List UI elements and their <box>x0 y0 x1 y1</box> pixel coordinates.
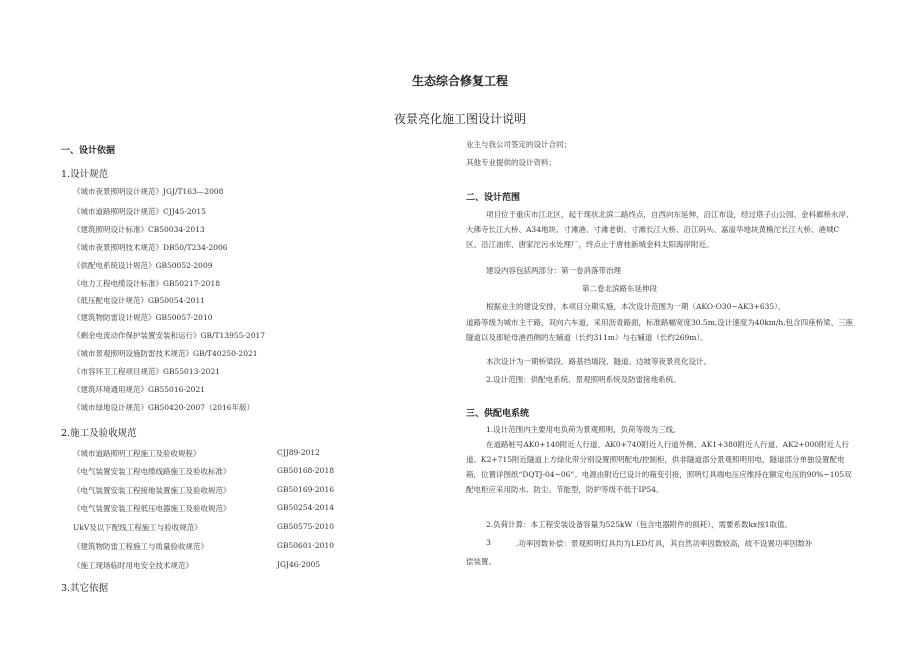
subheading-acceptance-standards: 2.施工及验收规范 <box>61 428 137 439</box>
acceptance-code: JGJ46-2005 <box>277 560 321 569</box>
acceptance-name: 《施工现场临时用电安全技术规范》 <box>73 561 193 570</box>
paragraph-number: 3 <box>486 538 491 547</box>
standard-item: 《剩余电流动作保护装置安装和运行》GB/T13955-2017 <box>73 331 266 340</box>
section-heading-design-scope: 二、设计范围 <box>466 193 521 203</box>
document-subtitle: 夜景亮化施工图设计说明 <box>393 112 526 126</box>
standard-item: 《建筑照明设计标准》CB50034-2013 <box>73 225 205 234</box>
acceptance-name: 《电气装置安装工程接地装置施工及验收规范》 <box>73 486 231 495</box>
acceptance-name: 《建筑物防雷工程施工与质量验收规范》 <box>73 542 208 551</box>
standard-item: 《建筑环境通用规范》GB55016-2021 <box>73 385 205 394</box>
acceptance-code: CJJ89-2012 <box>277 448 320 457</box>
document-title: 生态综合修复工程 <box>411 74 508 88</box>
paragraph-project-location: 项目位于重庆市江北区，起于现状北滨二路终点，自西向东延伸，沿江布设，经过塔子山公园、金科廊桥水岸、大佛寺长江大桥、A34地块、寸滩港、寸滩老街、寸滩长江大桥、沿江码头、嘉溢华地块黄桷沱长江大桥、港城C区、沿江油库、唐家沱污水处理厂，终点止于唐桂新城金科太阳海岸附近。 <box>466 210 854 249</box>
subheading-design-standards: 1.设计规范 <box>61 169 109 180</box>
standard-item: 《城市夜景照明技术规范》DB50/T234-2006 <box>73 243 228 252</box>
standard-item: 《建筑物防雷设计规范》GB50057-2010 <box>73 313 213 322</box>
paragraph-phase-scope: 根据业主的建设安排，本项目分期实施，本次设计范围为一期（AKO-O30~AK3+635）， <box>486 302 786 311</box>
section-heading-design-basis: 一、设计依据 <box>61 146 116 156</box>
acceptance-name: 《城市道路照明工程施工及验收规程》 <box>73 449 201 458</box>
paragraph-road-grade: 道路等级为城市主干路，双向六车道，采用沥青路面，标准路幅宽度30.5m,设计速度为40km/h,包含四座桥梁、三座隧道以及郎轮母港西侧的左辅道（长约311m）与右辅道（长约269m）。 <box>466 318 854 342</box>
standard-item: 《城市绿地设计规范》GB50420-2007（2016年版） <box>73 403 255 412</box>
standard-item: 《供配电系统设计规范》GB50052-2009 <box>73 261 213 270</box>
standard-item: 《电力工程电缆设计标准》GB50217-2018 <box>73 279 220 288</box>
acceptance-name: 《电气装置安装工程低压电器施工及验收规范》 <box>73 504 231 513</box>
acceptance-name: 《电气装置安装工程电缆线路施工及验收标准》 <box>73 467 231 476</box>
paragraph-design-object: 本次设计为一期桥梁段、路基挡墙段、隧道、边坡等夜景亮化设计。 <box>486 357 711 366</box>
paragraph-load-calculation: 2.负荷计算：本工程安装设备容量为525kW（包含电器附件的损耗），需要系数kx按1取值。 <box>486 520 793 529</box>
standard-item: 《城市夜景照明设计规范》JGJ/T163—2008 <box>73 187 224 196</box>
paragraph-construction-content: 建设内容包括两部分：第一卷消落带治理 <box>486 266 621 275</box>
acceptance-code: GB50169-2016 <box>277 485 334 494</box>
acceptance-code: GB50168-2018 <box>277 466 334 475</box>
acceptance-name: UkV及以下配线工程施工与验收规范》 <box>73 523 202 532</box>
section-heading-power-supply: 三、供配电系统 <box>466 409 530 419</box>
acceptance-code: GB50601-2010 <box>277 541 334 550</box>
acceptance-code: GB50575-2010 <box>277 522 334 531</box>
paragraph-distribution-cabinets: 在道路桩号AK0+140附近人行道、AK0+740附近人行道外侧、AK1+380附近人行道、AK2+000附近人行道、K2+715附近隧道上方绿化带分别设置照明配电/控制柜，供非隧道部分景观照明用电，隧道部分单独设置配电箱，位置详图纸“DQTJ-04~06”。电源由附近已设计的箱变引接，照明灯具端电压应维持在额定电压的90%~105双配电柜应采用防水、防尘、节能型，防护等级不低于IP54。 <box>466 440 852 494</box>
text-line: 业主与我公司签定的设计合同； <box>466 140 571 149</box>
standard-item: 《市容环卫工程项目规范》GB55013-2021 <box>73 367 220 376</box>
paragraph-design-scope-systems: 2.设计范围：供配电系统、景观照明系统及防雷接地系统。 <box>486 375 681 384</box>
standard-item: 《城市景观照明设施防雷技术规范》GB/T40250-2021 <box>73 349 258 358</box>
standard-item: 《城市道路照明设计规范》CJJ45-2015 <box>73 207 206 216</box>
subheading-other-basis: 3.其它依据 <box>61 583 109 594</box>
paragraph-volume-two: 第二卷北滨路东延伸段 <box>582 284 657 293</box>
paragraph-load-level: 1.设计范围内主要用电负荷为景观照明，负荷等级为三线。 <box>486 425 681 434</box>
paragraph-power-factor: .功率因数补偿：景观照明灯具均为LED灯具，其自然功率因数较高，故不设置功率因数补 <box>516 539 813 548</box>
standard-item: 《低压配电设计规范》GB50054-2011 <box>73 296 205 305</box>
acceptance-code: GB50254-2014 <box>277 503 334 512</box>
text-line: 其他专业提供的设计资料； <box>466 158 556 167</box>
paragraph-power-factor-cont: 偿装置。 <box>466 557 496 566</box>
